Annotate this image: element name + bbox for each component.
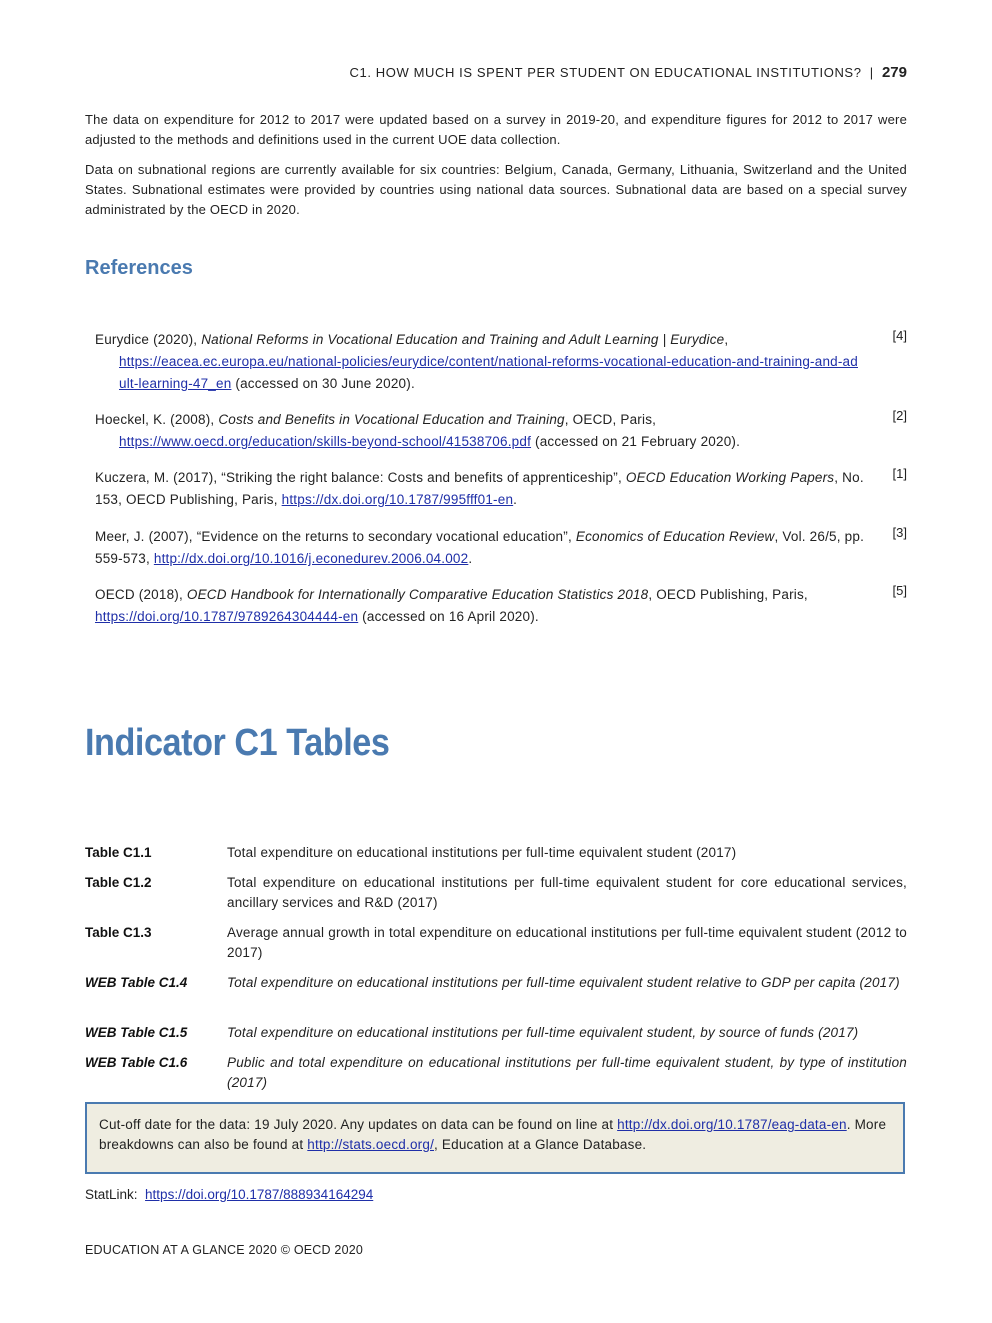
- reference-title: National Reforms in Vocational Education and Training and Adult Learning | Eurydice: [201, 332, 725, 347]
- references-heading: References: [85, 257, 193, 279]
- reference-number: [4]: [892, 328, 907, 343]
- table-id: WEB Table C1.4: [85, 975, 188, 990]
- reference-text: Eurydice (2020),: [95, 332, 202, 347]
- table-description: Total expenditure on educational institutions per full-time equivalent student relative to GDP per capita (2017): [227, 975, 900, 990]
- reference-meer: [95, 526, 865, 570]
- reference-title: Costs and Benefits in Vocational Education and Training: [218, 412, 565, 427]
- reference-text: Hoeckel, K. (2008),: [95, 412, 219, 427]
- page-number: 279: [881, 64, 907, 81]
- reference-number: [5]: [892, 583, 907, 598]
- table-id: Table C1.2: [85, 875, 152, 890]
- page-footer: EDUCATION AT A GLANCE 2020 © OECD 2020: [85, 1243, 364, 1257]
- reference-link[interactable]: https://www.oecd.org/education/skills-beyond-school/41538706.pdf: [119, 434, 532, 449]
- statlink-url[interactable]: https://doi.org/10.1787/888934164294: [145, 1187, 374, 1202]
- reference-text: (accessed on 16 April 2020).: [358, 609, 539, 624]
- reference-text: OECD (2018),: [95, 587, 187, 602]
- reference-link[interactable]: https://doi.org/10.1787/9789264304444-en: [95, 609, 359, 624]
- reference-text: , OECD, Paris,: [564, 412, 657, 427]
- section-title: Indicator C1 Tables: [85, 722, 390, 764]
- reference-text: (accessed on 21 February 2020).: [531, 434, 741, 449]
- eag-data-link[interactable]: http://dx.doi.org/10.1787/eag-data-en: [617, 1117, 847, 1132]
- reference-link[interactable]: https://eacea.ec.europa.eu/national-policies/eurydice/content/national-reforms-vocational-education-and-training-and-adult-learning-47_en: [119, 354, 858, 391]
- reference-text: Kuczera, M. (2017), “Striking the right balance: Costs and benefits of apprenticeship”,: [95, 470, 626, 485]
- reference-text: .: [468, 551, 473, 566]
- reference-oecd-handbook: [95, 584, 865, 628]
- running-header: [350, 64, 907, 81]
- reference-text: , No. 153, OECD Publishing, Paris,: [95, 470, 864, 507]
- reference-number: [3]: [892, 525, 907, 540]
- table-description: Total expenditure on educational institutions per full-time equivalent student for core educational services, ancillary services and R&D (2017): [227, 875, 907, 910]
- reference-title: OECD Education Working Papers: [625, 470, 835, 485]
- reference-text: Meer, J. (2007), “Evidence on the returns to secondary vocational education”,: [95, 529, 576, 544]
- oecd-stats-link[interactable]: http://stats.oecd.org/: [307, 1137, 435, 1152]
- reference-number: [2]: [892, 408, 907, 423]
- statlink: [85, 1187, 373, 1202]
- reference-title: OECD Handbook for Internationally Comparative Education Statistics 2018: [186, 587, 649, 602]
- reference-number: [1]: [892, 466, 907, 481]
- cutoff-text: . More breakdowns can also be found at: [99, 1117, 887, 1152]
- running-title: C1. HOW MUCH IS SPENT PER STUDENT ON EDUCATIONAL INSTITUTIONS?: [349, 65, 862, 80]
- paragraph-expenditure-update: The data on expenditure for 2012 to 2017 were updated based on a survey in 2019-20, and expenditure figures for 2012 to 2017 were adjusted to the methods and definitions used in the current UOE data collection.: [85, 112, 907, 147]
- reference-text: ,: [724, 332, 729, 347]
- reference-kuczera: [95, 467, 865, 511]
- reference-eurydice: [95, 329, 865, 395]
- cutoff-note-box: [85, 1102, 905, 1174]
- table-id: Table C1.1: [85, 845, 152, 860]
- reference-link[interactable]: http://dx.doi.org/10.1016/j.econedurev.2006.04.002: [153, 551, 469, 566]
- table-id: WEB Table C1.5: [85, 1025, 188, 1040]
- table-description: Public and total expenditure on educational institutions per full-time equivalent student, by type of institution (2017): [227, 1055, 907, 1090]
- cutoff-text: Cut-off date for the data: 19 July 2020. Any updates on data can be found on line at: [99, 1117, 618, 1132]
- reference-hoeckel: [95, 409, 865, 453]
- reference-text: .: [513, 492, 518, 507]
- table-description: Total expenditure on educational institutions per full-time equivalent student (2017): [227, 845, 737, 860]
- table-id: WEB Table C1.6: [85, 1055, 188, 1070]
- reference-text: , OECD Publishing, Paris,: [648, 587, 808, 602]
- reference-text: (accessed on 30 June 2020).: [231, 376, 415, 391]
- table-id: Table C1.3: [85, 925, 152, 940]
- table-description: Average annual growth in total expenditure on educational institutions per full-time equivalent student (2012 to 2017): [227, 925, 907, 960]
- reference-title: Economics of Education Review: [575, 529, 775, 544]
- cutoff-text: , Education at a Glance Database.: [434, 1137, 647, 1152]
- reference-link[interactable]: https://dx.doi.org/10.1787/995fff01-en: [281, 492, 514, 507]
- reference-text: , Vol. 26/5, pp. 559-573,: [95, 529, 865, 566]
- table-description: Total expenditure on educational institutions per full-time equivalent student, by source of funds (2017): [227, 1025, 859, 1040]
- paragraph-subnational: Data on subnational regions are currently available for six countries: Belgium, Canada, Germany, Lithuania, Switzerland and the United States. Subnational estimates were provided by countries using national data sources. Subnational data are based on a special survey administrated by the OECD in 2020.: [85, 162, 907, 217]
- header-separator: |: [869, 65, 874, 80]
- statlink-label: StatLink:: [85, 1187, 138, 1202]
